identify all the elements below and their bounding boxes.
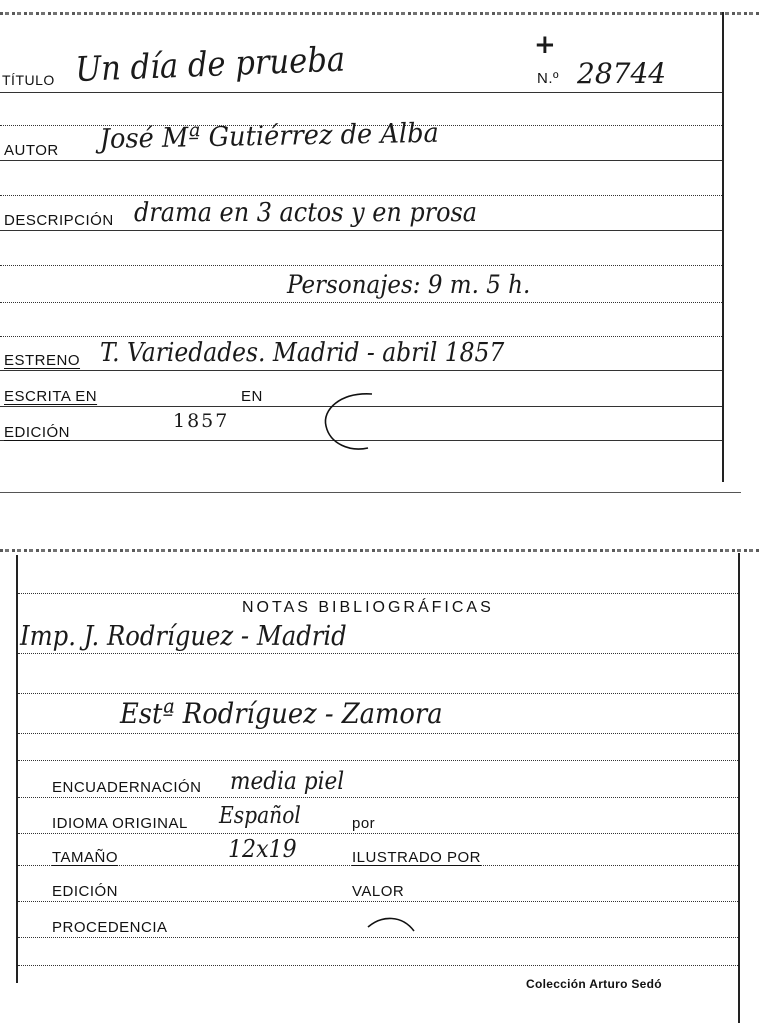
autor-value: José Mª Gutiérrez de Alba bbox=[99, 117, 440, 155]
card-right-border bbox=[738, 553, 740, 1023]
note-line-1: Imp. J. Rodríguez - Madrid bbox=[20, 621, 347, 652]
encuadernacion-value: media piel bbox=[230, 767, 345, 795]
numero-value: 28744 bbox=[577, 57, 667, 90]
edicion-label: EDICIÓN bbox=[52, 883, 119, 900]
estreno-label: ESTRENO bbox=[4, 352, 81, 369]
descripcion-label: DESCRIPCIÓN bbox=[4, 212, 114, 229]
punch-hole-icon bbox=[320, 388, 380, 454]
card-top-edge bbox=[0, 12, 759, 15]
dotted-line bbox=[18, 733, 738, 734]
dotted-line bbox=[18, 593, 738, 594]
descripcion-value: drama en 3 actos y en prosa bbox=[134, 198, 478, 228]
valor-label: VALOR bbox=[352, 883, 405, 900]
autor-label: AUTOR bbox=[4, 142, 59, 159]
procedencia-label: PROCEDENCIA bbox=[52, 919, 168, 936]
encuadernacion-label: ENCUADERNACIÓN bbox=[52, 779, 202, 796]
ruled-line bbox=[0, 370, 722, 371]
catalog-card-front bbox=[0, 0, 759, 495]
ilustrado-por-label: ILUSTRADO POR bbox=[352, 849, 482, 866]
note-line-2: Estª Rodríguez - Zamora bbox=[120, 697, 443, 730]
dotted-line bbox=[0, 336, 722, 337]
dotted-line bbox=[18, 653, 738, 654]
titulo-value: Un día de prueba bbox=[74, 39, 346, 90]
estreno-value: T. Variedades. Madrid - abril 1857 bbox=[100, 338, 505, 368]
dotted-line bbox=[18, 760, 738, 761]
idioma-original-value: Español bbox=[219, 803, 301, 829]
dotted-line bbox=[18, 901, 738, 902]
en-label: EN bbox=[241, 388, 263, 405]
card-top-edge bbox=[0, 549, 759, 552]
card-right-border bbox=[722, 12, 724, 482]
punch-hole-icon bbox=[362, 913, 422, 983]
cross-mark: + bbox=[534, 30, 556, 60]
dotted-line bbox=[0, 265, 722, 266]
titulo-label: TÍTULO bbox=[2, 72, 55, 88]
edicion-label: EDICIÓN bbox=[4, 424, 71, 441]
card-left-border bbox=[16, 555, 18, 983]
tamano-label: TAMAÑO bbox=[52, 849, 119, 866]
numero-label: N.º bbox=[537, 70, 559, 87]
dotted-line bbox=[18, 833, 738, 834]
ruled-line bbox=[0, 230, 722, 231]
personajes-value: Personajes: 9 m. 5 h. bbox=[287, 270, 531, 299]
coleccion-label: Colección Arturo Sedó bbox=[526, 977, 662, 991]
ruled-line bbox=[0, 160, 722, 161]
card-bottom-edge bbox=[0, 492, 741, 493]
catalog-card-back bbox=[0, 545, 759, 1028]
dotted-line bbox=[18, 797, 738, 798]
notas-bibliograficas-heading: NOTAS BIBLIOGRÁFICAS bbox=[242, 599, 494, 616]
idioma-original-label: IDIOMA ORIGINAL bbox=[52, 815, 188, 832]
ruled-line bbox=[0, 92, 722, 93]
escrita-en-label: ESCRITA EN bbox=[4, 388, 98, 405]
dotted-line bbox=[0, 302, 722, 303]
por-label: por bbox=[352, 815, 376, 832]
tamano-value: 12x19 bbox=[228, 835, 297, 863]
edicion-value: 1857 bbox=[173, 410, 230, 432]
dotted-line bbox=[18, 693, 738, 694]
dotted-line bbox=[0, 195, 722, 196]
